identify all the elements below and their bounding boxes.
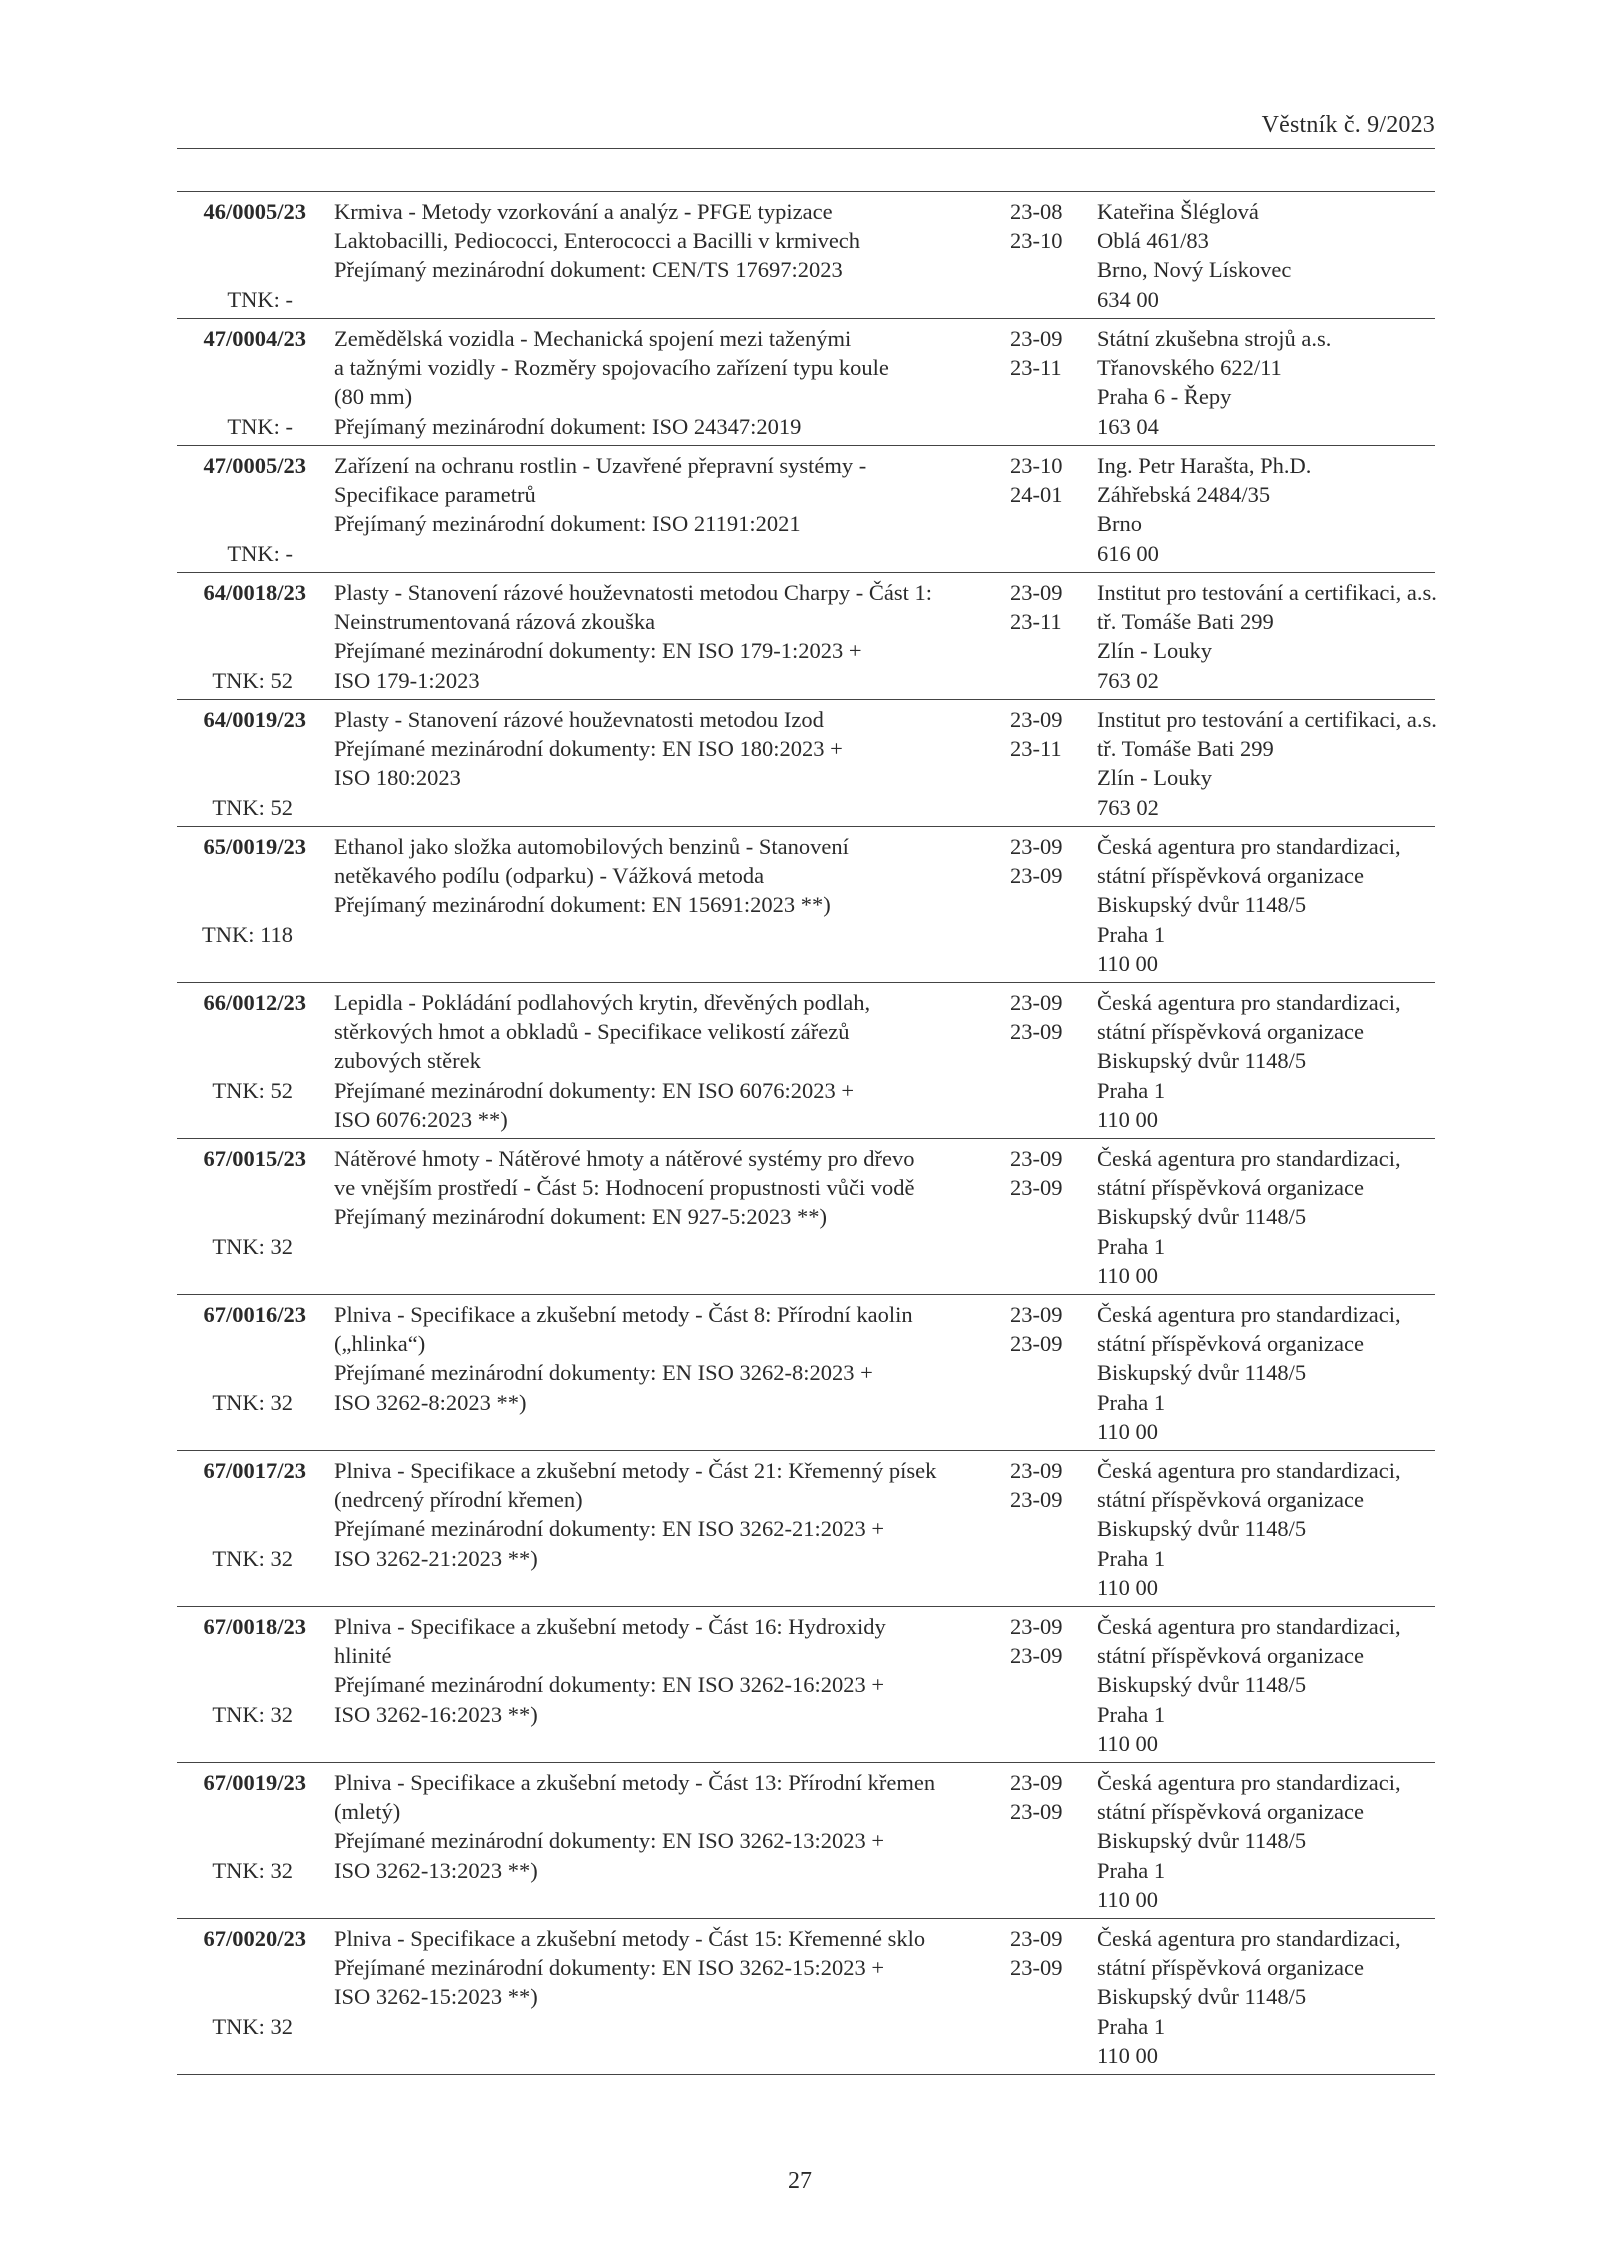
title-line: Přejímané mezinárodní dokumenty: EN ISO 179-1:2023 + <box>334 638 862 664</box>
title-line: zubových stěrek <box>334 1048 481 1074</box>
document-title <box>334 1144 994 1232</box>
tnk-label: TNK: 52 <box>212 794 293 820</box>
page-number: 27 <box>788 2168 812 2194</box>
title-line: Plniva - Specifikace a zkušební metody - Část 15: Křemenné sklo <box>334 1926 926 1951</box>
comment-dates <box>1010 1456 1080 1514</box>
document-number: 67/0016/23 <box>203 1302 306 1327</box>
title-line: Plniva - Specifikace a zkušební metody - Část 21: Křemenný písek <box>334 1458 937 1483</box>
address-line: Biskupský dvůr 1148/5 <box>1097 1828 1307 1854</box>
address-line: Praha 1 <box>1097 1857 1166 1883</box>
title-line: Ethanol jako složka automobilových benzinů - Stanovení <box>334 834 849 859</box>
date-line: 23-09 <box>1010 1643 1063 1669</box>
address-line: Česká agentura pro standardizaci, <box>1097 1614 1401 1639</box>
date-line: 23-09 <box>1010 1331 1063 1357</box>
document-number: 67/0017/23 <box>203 1458 306 1483</box>
address-line: 110 00 <box>1097 1418 1159 1444</box>
document-number: 47/0004/23 <box>203 326 306 351</box>
address-line: Česká agentura pro standardizaci, <box>1097 834 1401 859</box>
address-line: 763 02 <box>1097 667 1159 693</box>
address-line: Praha 1 <box>1097 1077 1166 1103</box>
date-line: 23-09 <box>1010 863 1063 889</box>
address-line: Česká agentura pro standardizaci, <box>1097 1926 1401 1951</box>
document-title <box>334 988 994 1134</box>
title-line: ISO 3262-8:2023 **) <box>334 1389 527 1415</box>
title-line: Přejímaný mezinárodní dokument: EN 15691:2023 **) <box>334 892 831 918</box>
address-line: Česká agentura pro standardizaci, <box>1097 990 1401 1015</box>
document-title <box>334 578 994 695</box>
address-line: Biskupský dvůr 1148/5 <box>1097 1516 1307 1542</box>
address-line: 163 04 <box>1097 413 1159 439</box>
table-row <box>177 573 1435 700</box>
address-line: Zlín - Louky <box>1097 638 1212 664</box>
address-line: Biskupský dvůr 1148/5 <box>1097 1048 1307 1074</box>
address-line: státní příspěvková organizace <box>1097 1019 1364 1045</box>
table-row <box>177 446 1435 573</box>
date-line: 23-09 <box>1010 1146 1063 1171</box>
title-line: ISO 3262-15:2023 **) <box>334 1984 538 2010</box>
table-row <box>177 1295 1435 1451</box>
date-line: 23-09 <box>1010 707 1063 732</box>
processor-address <box>1097 1300 1435 1446</box>
date-line: 23-09 <box>1010 1487 1063 1513</box>
date-line: 23-09 <box>1010 834 1063 859</box>
title-line: Přejímané mezinárodní dokumenty: EN ISO 3262-16:2023 + <box>334 1672 885 1698</box>
address-line: Institut pro testování a certifikaci, a.s. <box>1097 707 1437 732</box>
processor-address <box>1097 988 1435 1134</box>
address-line: Česká agentura pro standardizaci, <box>1097 1302 1401 1327</box>
title-line: Přejímaný mezinárodní dokument: ISO 24347:2019 <box>334 413 802 439</box>
title-line: Přejímané mezinárodní dokumenty: EN ISO 6076:2023 + <box>334 1077 855 1103</box>
title-line: (80 mm) <box>334 384 413 410</box>
document-title <box>334 1924 994 2012</box>
document-number: 67/0015/23 <box>203 1146 306 1171</box>
title-line: Přejímané mezinárodní dokumenty: EN ISO 3262-21:2023 + <box>334 1516 885 1542</box>
address-line: Institut pro testování a certifikaci, a.s. <box>1097 580 1437 605</box>
address-line: Kateřina Šléglová <box>1097 199 1259 224</box>
date-line: 23-09 <box>1010 1019 1063 1045</box>
title-line: ISO 3262-16:2023 **) <box>334 1701 538 1727</box>
title-line: Plniva - Specifikace a zkušební metody - Část 13: Přírodní křemen <box>334 1770 936 1795</box>
document-number: 46/0005/23 <box>203 199 306 224</box>
comment-dates <box>1010 1300 1080 1358</box>
document-title <box>334 1456 994 1573</box>
address-line: Biskupský dvůr 1148/5 <box>1097 892 1307 918</box>
address-line: 110 00 <box>1097 1730 1159 1756</box>
table-row <box>177 1919 1435 2075</box>
address-line: Praha 1 <box>1097 1233 1166 1259</box>
date-line: 23-09 <box>1010 1302 1063 1327</box>
address-line: Biskupský dvůr 1148/5 <box>1097 1360 1307 1386</box>
processor-address <box>1097 832 1435 978</box>
tnk-label: TNK: 52 <box>212 667 293 693</box>
title-line: ISO 180:2023 <box>334 765 461 791</box>
table-row <box>177 1763 1435 1919</box>
address-line: Státní zkušebna strojů a.s. <box>1097 326 1332 351</box>
address-line: státní příspěvková organizace <box>1097 1175 1364 1201</box>
tnk-label: TNK: - <box>227 286 293 312</box>
table-row <box>177 319 1435 446</box>
address-line: Třanovského 622/11 <box>1097 355 1282 381</box>
title-line: Přejímané mezinárodní dokumenty: EN ISO 3262-15:2023 + <box>334 1955 885 1981</box>
tnk-label: TNK: 32 <box>212 1857 293 1883</box>
tnk-label: TNK: - <box>227 540 293 566</box>
title-line: ISO 3262-21:2023 **) <box>334 1545 538 1571</box>
table-row <box>177 1139 1435 1295</box>
address-line: Zlín - Louky <box>1097 765 1212 791</box>
processor-address <box>1097 451 1435 568</box>
comment-dates <box>1010 1612 1080 1670</box>
address-line: Praha 1 <box>1097 1701 1166 1727</box>
tnk-label: TNK: 32 <box>212 2013 293 2039</box>
table-row <box>177 827 1435 983</box>
address-line: Záhřebská 2484/35 <box>1097 482 1271 508</box>
document-number: 67/0020/23 <box>203 1926 306 1951</box>
title-line: Přejímaný mezinárodní dokument: CEN/TS 17697:2023 <box>334 257 843 283</box>
address-line: Česká agentura pro standardizaci, <box>1097 1458 1401 1483</box>
address-line: Ing. Petr Harašta, Ph.D. <box>1097 453 1312 478</box>
comment-dates <box>1010 988 1080 1046</box>
title-line: Přejímané mezinárodní dokumenty: EN ISO 3262-13:2023 + <box>334 1828 885 1854</box>
comment-dates <box>1010 324 1080 382</box>
comment-dates <box>1010 451 1080 509</box>
address-line: 634 00 <box>1097 286 1159 312</box>
title-line: Neinstrumentovaná rázová zkouška <box>334 609 656 635</box>
document-title <box>334 705 994 793</box>
address-line: Praha 1 <box>1097 2013 1166 2039</box>
title-line: Přejímané mezinárodní dokumenty: EN ISO 3262-8:2023 + <box>334 1360 873 1386</box>
address-line: tř. Tomáše Bati 299 <box>1097 736 1274 762</box>
document-number: 64/0018/23 <box>203 580 306 605</box>
tnk-label: TNK: 52 <box>212 1077 293 1103</box>
address-line: 616 00 <box>1097 540 1159 566</box>
address-line: Biskupský dvůr 1148/5 <box>1097 1672 1307 1698</box>
tnk-label: TNK: - <box>227 413 293 439</box>
title-line: ve vnějším prostředí - Část 5: Hodnocení propustnosti vůči vodě <box>334 1175 915 1201</box>
address-line: Česká agentura pro standardizaci, <box>1097 1146 1401 1171</box>
address-line: Praha 6 - Řepy <box>1097 384 1232 410</box>
date-line: 23-09 <box>1010 1614 1063 1639</box>
document-number: 65/0019/23 <box>203 834 306 859</box>
date-line: 23-09 <box>1010 1770 1063 1795</box>
title-line: ISO 6076:2023 **) <box>334 1106 508 1132</box>
title-line: Laktobacilli, Pediococci, Enterococci a Bacilli v krmivech <box>334 228 861 254</box>
address-line: 110 00 <box>1097 1886 1159 1912</box>
document-title <box>334 324 994 441</box>
address-line: 110 00 <box>1097 1262 1159 1288</box>
title-line: ISO 3262-13:2023 **) <box>334 1857 538 1883</box>
document-title <box>334 1300 994 1417</box>
title-line: stěrkových hmot a obkladů - Specifikace velikostí zářezů <box>334 1019 850 1045</box>
document-number: 66/0012/23 <box>203 990 306 1015</box>
title-line: Plniva - Specifikace a zkušební metody - Část 16: Hydroxidy <box>334 1614 886 1639</box>
date-line: 23-09 <box>1010 1175 1063 1201</box>
document-title <box>334 1612 994 1729</box>
page-header <box>177 112 1435 149</box>
document-number: 67/0019/23 <box>203 1770 306 1795</box>
date-line: 23-09 <box>1010 1799 1063 1825</box>
table-row <box>177 700 1435 827</box>
address-line: Česká agentura pro standardizaci, <box>1097 1770 1401 1795</box>
address-line: 763 02 <box>1097 794 1159 820</box>
date-line: 23-09 <box>1010 1458 1063 1483</box>
document-number: 67/0018/23 <box>203 1614 306 1639</box>
address-line: 110 00 <box>1097 1574 1159 1600</box>
title-line: ISO 179-1:2023 <box>334 667 480 693</box>
date-line: 23-11 <box>1010 609 1062 635</box>
title-line: Přejímané mezinárodní dokumenty: EN ISO 180:2023 + <box>334 736 843 762</box>
journal-title: Věstník č. 9/2023 <box>1261 112 1435 138</box>
address-line: Brno, Nový Lískovec <box>1097 257 1292 283</box>
document-title <box>334 197 994 285</box>
title-line: Plniva - Specifikace a zkušební metody - Část 8: Přírodní kaolin <box>334 1302 913 1327</box>
title-line: Specifikace parametrů <box>334 482 536 508</box>
processor-address <box>1097 1456 1435 1602</box>
address-line: státní příspěvková organizace <box>1097 1955 1364 1981</box>
address-line: Praha 1 <box>1097 1545 1166 1571</box>
date-line: 24-01 <box>1010 482 1063 508</box>
address-line: 110 00 <box>1097 950 1159 976</box>
address-line: státní příspěvková organizace <box>1097 1799 1364 1825</box>
tnk-label: TNK: 32 <box>212 1233 293 1259</box>
title-line: (mletý) <box>334 1799 401 1825</box>
comment-dates <box>1010 705 1080 763</box>
address-line: tř. Tomáše Bati 299 <box>1097 609 1274 635</box>
tnk-label: TNK: 118 <box>201 921 293 947</box>
document-title <box>334 1768 994 1885</box>
date-line: 23-09 <box>1010 580 1063 605</box>
address-line: Oblá 461/83 <box>1097 228 1209 254</box>
date-line: 23-11 <box>1010 355 1062 381</box>
address-line: Brno <box>1097 511 1142 537</box>
comment-dates <box>1010 832 1080 890</box>
date-line: 23-10 <box>1010 228 1063 254</box>
date-line: 23-08 <box>1010 199 1063 224</box>
processor-address <box>1097 705 1435 822</box>
title-line: Lepidla - Pokládání podlahových krytin, dřevěných podlah, <box>334 990 871 1015</box>
title-line: („hlinka“) <box>334 1331 426 1357</box>
date-line: 23-11 <box>1010 736 1062 762</box>
tnk-label: TNK: 32 <box>212 1545 293 1571</box>
title-line: Plasty - Stanovení rázové houževnatosti metodou Izod <box>334 707 824 732</box>
address-line: státní příspěvková organizace <box>1097 863 1364 889</box>
title-line: Zařízení na ochranu rostlin - Uzavřené přepravní systémy - <box>334 453 867 478</box>
table-row <box>177 192 1435 319</box>
table-row <box>177 983 1435 1139</box>
date-line: 23-09 <box>1010 990 1063 1015</box>
address-line: státní příspěvková organizace <box>1097 1487 1364 1513</box>
title-line: Nátěrové hmoty - Nátěrové hmoty a nátěrové systémy pro dřevo <box>334 1146 915 1171</box>
processor-address <box>1097 197 1435 314</box>
date-line: 23-09 <box>1010 1955 1063 1981</box>
address-line: Biskupský dvůr 1148/5 <box>1097 1984 1307 2010</box>
title-line: (nedrcený přírodní křemen) <box>334 1487 583 1513</box>
table-row <box>177 1451 1435 1607</box>
processor-address <box>1097 1612 1435 1758</box>
document-title <box>334 832 994 920</box>
title-line: hlinité <box>334 1643 392 1669</box>
document-title <box>334 451 994 539</box>
title-line: Přejímaný mezinárodní dokument: EN 927-5:2023 **) <box>334 1204 828 1230</box>
tnk-label: TNK: 32 <box>212 1389 293 1415</box>
standards-table <box>177 191 1435 2075</box>
document-number: 64/0019/23 <box>203 707 306 732</box>
table-row <box>177 1607 1435 1763</box>
comment-dates <box>1010 197 1080 255</box>
address-line: 110 00 <box>1097 1106 1159 1132</box>
address-line: Praha 1 <box>1097 921 1166 947</box>
comment-dates <box>1010 1768 1080 1826</box>
processor-address <box>1097 1144 1435 1290</box>
title-line: Zemědělská vozidla - Mechanická spojení mezi taženými <box>334 326 852 351</box>
address-line: státní příspěvková organizace <box>1097 1331 1364 1357</box>
address-line: Biskupský dvůr 1148/5 <box>1097 1204 1307 1230</box>
address-line: Praha 1 <box>1097 1389 1166 1415</box>
processor-address <box>1097 1768 1435 1914</box>
tnk-label: TNK: 32 <box>212 1701 293 1727</box>
address-line: 110 00 <box>1097 2042 1159 2068</box>
address-line: státní příspěvková organizace <box>1097 1643 1364 1669</box>
comment-dates <box>1010 1144 1080 1202</box>
processor-address <box>1097 1924 1435 2070</box>
title-line: netěkavého podílu (odparku) - Vážková metoda <box>334 863 765 889</box>
title-line: a tažnými vozidly - Rozměry spojovacího zařízení typu koule <box>334 355 889 381</box>
comment-dates <box>1010 578 1080 636</box>
date-line: 23-10 <box>1010 453 1063 478</box>
document-number: 47/0005/23 <box>203 453 306 478</box>
title-line: Krmiva - Metody vzorkování a analýz - PFGE typizace <box>334 199 833 224</box>
comment-dates <box>1010 1924 1080 1982</box>
processor-address <box>1097 324 1435 441</box>
date-line: 23-09 <box>1010 1926 1063 1951</box>
processor-address <box>1097 578 1435 695</box>
title-line: Přejímaný mezinárodní dokument: ISO 21191:2021 <box>334 511 801 537</box>
title-line: Plasty - Stanovení rázové houževnatosti metodou Charpy - Část 1: <box>334 580 933 605</box>
date-line: 23-09 <box>1010 326 1063 351</box>
